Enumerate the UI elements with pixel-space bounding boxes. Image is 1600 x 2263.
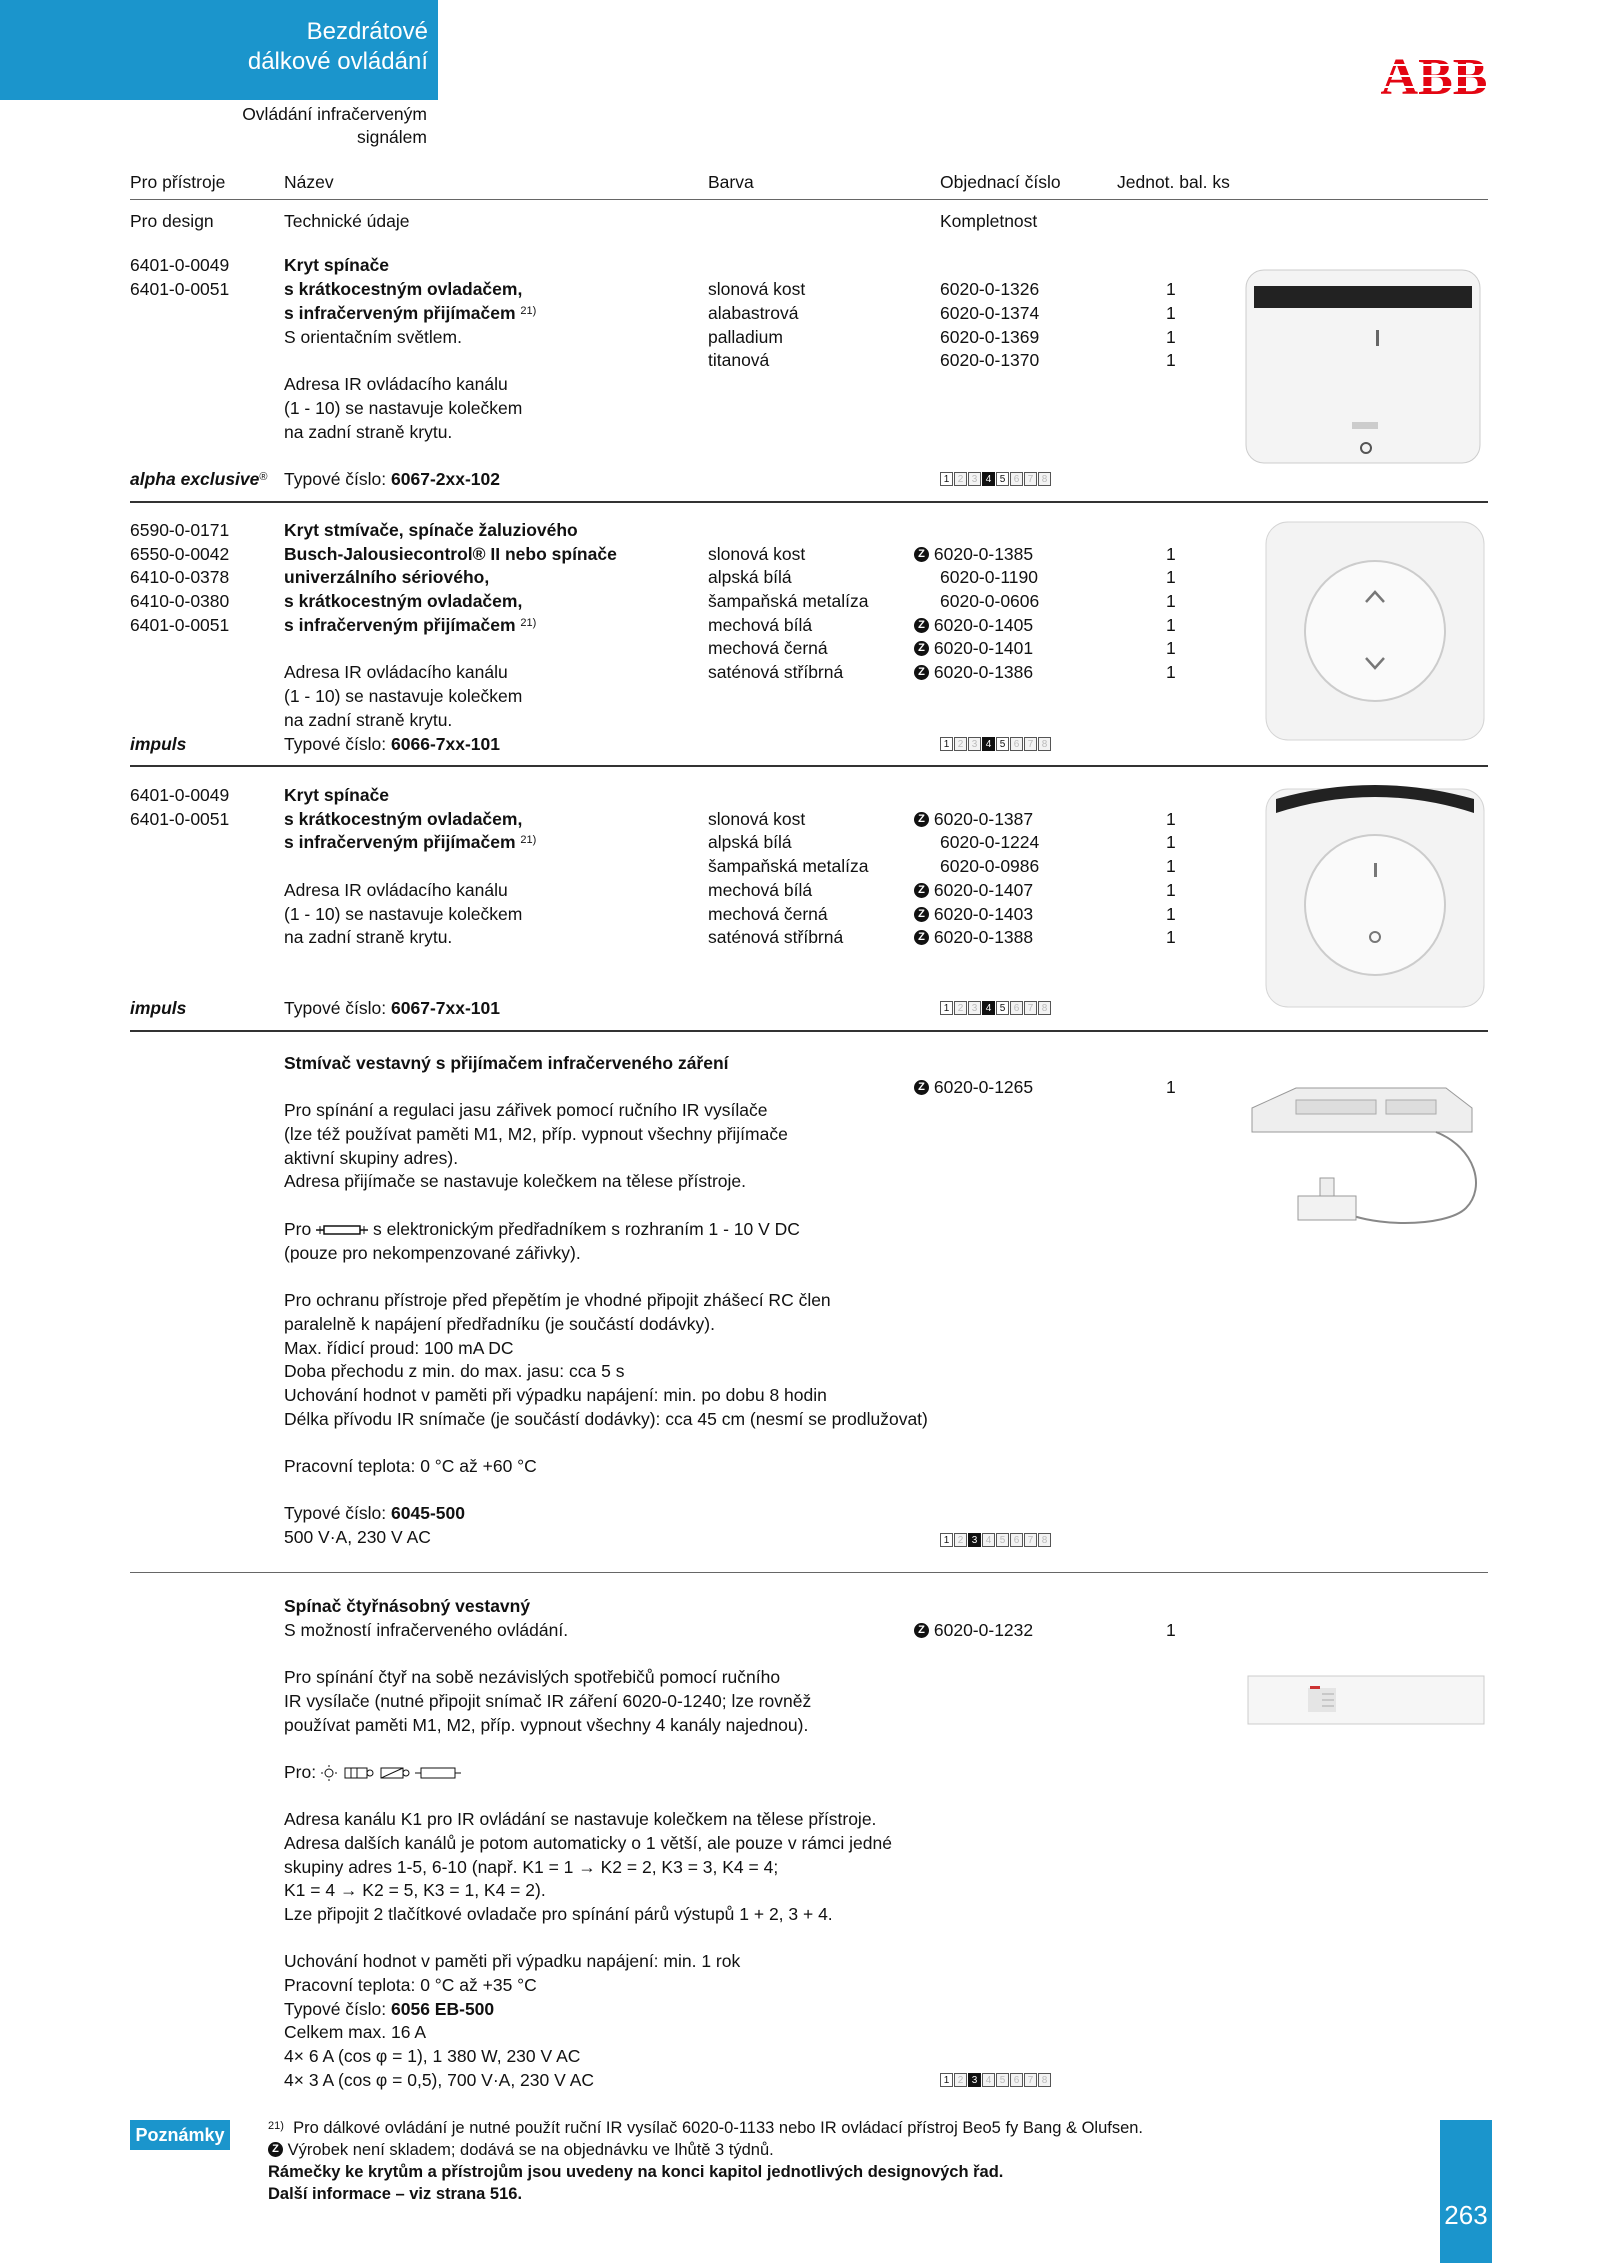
variant-color: šampaňská metalíza — [708, 591, 869, 611]
not-in-stock-icon: Z — [914, 665, 929, 680]
product-image-cover-switch — [1240, 264, 1486, 469]
variant-qty: 1 — [1166, 662, 1176, 682]
footnote-21: $^{21)}$ Pro dálkové ovládání je nutné použít ruční IR vysílač 6020-0-1133 nebo IR ovládací přístroj Beo5 fy Bang & Olufsen. — [268, 2119, 1144, 2137]
variant-code: 6020-0-1190 — [940, 567, 1038, 587]
variant-qty: 1 — [1166, 279, 1176, 299]
footnote-more-info: Další informace – viz strana 516. — [268, 2185, 523, 2203]
product-name: s krátkocestným ovladačem, — [284, 279, 523, 299]
product-desc: S orientačním světlem. — [284, 327, 462, 347]
variant-color: alpská bílá — [708, 567, 792, 587]
completeness-box: 3 — [968, 737, 981, 751]
product-name: Spínač čtyřnásobný vestavný — [284, 1596, 531, 1616]
notes-label: Poznámky — [130, 2120, 230, 2150]
variant-code: 6020-0-1326 — [940, 279, 1040, 299]
product-desc: 4× 3 A (cos φ = 0,5), 700 V·A, 230 V AC — [284, 2070, 595, 2090]
variant-color: saténová stříbrná — [708, 927, 844, 947]
variant-code: 6020-0-0606 — [940, 591, 1040, 611]
subsection-title — [0, 103, 427, 149]
product-desc: (1 - 10) se nastavuje kolečkem — [284, 398, 523, 418]
divider — [130, 199, 1488, 200]
design-series: impuls — [130, 998, 187, 1018]
product-desc: aktivní skupiny adres). — [284, 1148, 459, 1168]
completeness-box: 8 — [1038, 1533, 1051, 1547]
section-title-line1: Bezdrátové — [306, 18, 428, 45]
not-in-stock-icon: Z — [914, 812, 929, 827]
completeness-box: 7 — [1024, 1533, 1037, 1547]
product-desc: IR vysílače (nutné připojit snímač IR záření 6020-0-1240; lze rovněž — [284, 1691, 812, 1711]
product-desc: Pracovní teplota: 0 °C až +60 °C — [284, 1456, 537, 1476]
completeness-box: 1 — [940, 737, 953, 751]
subsection-title-line2: signálem — [356, 127, 427, 147]
completeness-box: 8 — [1038, 472, 1051, 486]
product-name: Kryt stmívače, spínače žaluziového — [284, 520, 578, 540]
variant-color: slonová kost — [708, 279, 806, 299]
completeness-box: 5 — [996, 737, 1009, 751]
product-desc: na zadní straně krytu. — [284, 422, 453, 442]
variant-code: 6020-0-1370 — [940, 350, 1040, 370]
not-in-stock-icon: Z — [914, 641, 929, 656]
type-number: Typové číslo: 6067-7xx-101 — [284, 998, 500, 1018]
footnote-frames: Rámečky ke krytům a přístrojům jsou uvedeny na konci kapitol jednotlivých designových řad. — [268, 2163, 1004, 2181]
device-code: 6410-0-0378 — [130, 567, 230, 587]
variant-code: Z 6020-0-1403 — [914, 903, 1033, 927]
completeness-indicator — [940, 1001, 1052, 1015]
variant-color: titanová — [708, 350, 770, 370]
load-types: Pro: — [284, 1761, 511, 1785]
product-desc: Max. řídicí proud: 100 mA DC — [284, 1338, 514, 1358]
col-devices: Pro přístroje — [130, 172, 226, 192]
product-desc: K1 = 4 → K2 = 5, K3 = 1, K4 = 2). — [284, 1880, 546, 1900]
variant-color: šampaňská metalíza — [708, 856, 869, 876]
completeness-indicator — [940, 1533, 1052, 1547]
completeness-box: 7 — [1024, 472, 1037, 486]
product-desc: Pro ochranu přístroje před přepětím je vhodné připojit zhášecí RC člen — [284, 1290, 831, 1310]
completeness-indicator — [940, 737, 1052, 751]
completeness-box: 6 — [1010, 472, 1023, 486]
product-desc: S možností infračerveného ovládání. — [284, 1620, 569, 1640]
variant-color: slonová kost — [708, 544, 806, 564]
variant-color: mechová černá — [708, 904, 828, 924]
product-desc: Uchování hodnot v paměti při výpadku napájení: min. po dobu 8 hodin — [284, 1385, 827, 1405]
product-name: Busch-Jalousiecontrol® II nebo spínače — [284, 544, 617, 564]
completeness-box: 2 — [954, 1533, 967, 1547]
completeness-box: 2 — [954, 2073, 967, 2087]
product-desc: používat paměti M1, M2, příp. vypnout všechny 4 kanály najednou). — [284, 1715, 809, 1735]
product-desc: (lze též používat paměti M1, M2, příp. vypnout všechny přijímače — [284, 1124, 788, 1144]
type-number: Typové číslo: 6066-7xx-101 — [284, 734, 500, 754]
completeness-box: 1 — [940, 472, 953, 486]
device-code: 6590-0-0171 — [130, 520, 230, 540]
product-desc: na zadní straně krytu. — [284, 710, 453, 730]
completeness-box: 2 — [954, 472, 967, 486]
product-name: univerzálního sériového, — [284, 567, 490, 587]
variant-color: alpská bílá — [708, 832, 792, 852]
completeness-box: 8 — [1038, 737, 1051, 751]
completeness-box: 6 — [1010, 2073, 1023, 2087]
variant-code: Z 6020-0-1405 — [914, 614, 1033, 638]
variant-code: 6020-0-1224 — [940, 832, 1040, 852]
completeness-box: 7 — [1024, 737, 1037, 751]
product-desc: Délka přívodu IR snímače (je součástí dodávky): cca 45 cm (nesmí se prodlužovat) — [284, 1409, 928, 1429]
completeness-box: 1 — [940, 2073, 953, 2087]
variant-color: mechová černá — [708, 638, 828, 658]
product-desc: Adresa kanálu K1 pro IR ovládání se nastavuje kolečkem na tělese přístroje. — [284, 1809, 877, 1829]
variant-code: Z 6020-0-1265 — [914, 1076, 1033, 1100]
product-desc: Adresa IR ovládacího kanálu — [284, 374, 508, 394]
divider — [130, 1030, 1488, 1032]
product-name: Kryt spínače — [284, 785, 390, 805]
product-desc: Pro s elektronickým předřadníkem s rozhraním 1 - 10 V DC — [284, 1219, 800, 1239]
variant-qty: 1 — [1166, 567, 1176, 587]
variant-code: Z 6020-0-1407 — [914, 879, 1033, 903]
type-number: Typové číslo: 6067-2xx-102 — [284, 469, 500, 489]
variant-color: saténová stříbrná — [708, 662, 844, 682]
svg-text:ABB: ABB — [1380, 50, 1488, 102]
completeness-box: 5 — [996, 2073, 1009, 2087]
completeness-box: 5 — [996, 472, 1009, 486]
variant-code: 6020-0-0986 — [940, 856, 1040, 876]
completeness-box: 8 — [1038, 1001, 1051, 1015]
col-tech-data: Technické údaje — [284, 211, 410, 231]
completeness-box: 2 — [954, 737, 967, 751]
col-pack-qty: Jednot. bal. ks — [1117, 172, 1230, 192]
completeness-box: 3 — [968, 1533, 981, 1547]
product-desc: paralelně k napájení předřadníku (je součástí dodávky). — [284, 1314, 715, 1334]
not-in-stock-icon: Z — [914, 547, 929, 562]
completeness-box: 5 — [996, 1001, 1009, 1015]
not-in-stock-icon: Z — [914, 1080, 929, 1095]
load-symbols-icon — [321, 1765, 511, 1781]
completeness-box: 6 — [1010, 1001, 1023, 1015]
variant-code: Z 6020-0-1232 — [914, 1619, 1033, 1643]
variant-qty: 1 — [1166, 880, 1176, 900]
col-order-code: Objednací číslo — [940, 172, 1061, 192]
product-desc: skupiny adres 1-5, 6-10 (např. K1 = 1 → K2 = 2, K3 = 3, K4 = 4; — [284, 1857, 779, 1877]
product-desc: Pro spínání a regulaci jasu zářivek pomocí ručního IR vysílače — [284, 1100, 768, 1120]
completeness-box: 1 — [940, 1533, 953, 1547]
product-name: Kryt spínače — [284, 255, 390, 275]
variant-qty: 1 — [1166, 544, 1176, 564]
not-in-stock-icon: Z — [914, 883, 929, 898]
variant-qty: 1 — [1166, 638, 1176, 658]
product-desc: Lze připojit 2 tlačítkové ovladače pro spínání párů výstupů 1 + 2, 3 + 4. — [284, 1904, 833, 1924]
footnotes — [268, 2117, 1143, 2205]
variant-qty: 1 — [1166, 1077, 1176, 1097]
type-number: Typové číslo: 6056 EB-500 — [284, 1999, 495, 2019]
product-name: s krátkocestným ovladačem, — [284, 809, 523, 829]
variant-qty: 1 — [1166, 303, 1176, 323]
product-desc: (1 - 10) se nastavuje kolečkem — [284, 904, 523, 924]
completeness-box: 3 — [968, 1001, 981, 1015]
completeness-box: 3 — [968, 472, 981, 486]
variant-qty: 1 — [1166, 1620, 1176, 1640]
not-in-stock-icon: Z — [268, 2142, 283, 2157]
divider — [130, 1572, 1488, 1573]
fluorescent-ballast-icon — [316, 1223, 368, 1237]
col-name: Název — [284, 172, 334, 192]
divider — [130, 501, 1488, 503]
variant-qty: 1 — [1166, 904, 1176, 924]
completeness-indicator — [940, 2073, 1052, 2087]
variant-color: palladium — [708, 327, 783, 347]
variant-qty: 1 — [1166, 327, 1176, 347]
variant-color: mechová bílá — [708, 615, 813, 635]
product-desc: Adresa dalších kanálů je potom automaticky o 1 větší, ale pouze v rámci jedné — [284, 1833, 892, 1853]
device-code: 6410-0-0380 — [130, 591, 230, 611]
device-code: 6401-0-0049 — [130, 255, 230, 275]
completeness-box: 2 — [954, 1001, 967, 1015]
product-image-dimmer-cover — [1262, 518, 1488, 744]
completeness-indicator — [940, 472, 1052, 486]
completeness-box: 7 — [1024, 2073, 1037, 2087]
product-desc: (pouze pro nekompenzované zářivky). — [284, 1243, 581, 1263]
col-design: Pro design — [130, 211, 214, 231]
product-desc: Celkem max. 16 A — [284, 2022, 426, 2042]
variant-qty: 1 — [1166, 615, 1176, 635]
product-desc: na zadní straně krytu. — [284, 927, 453, 947]
section-title-line2: dálkové ovládání — [247, 48, 428, 75]
product-desc: Pracovní teplota: 0 °C až +35 °C — [284, 1975, 537, 1995]
subsection-title-line1: Ovládání infračerveným — [242, 104, 427, 124]
variant-code: Z 6020-0-1386 — [914, 661, 1033, 685]
variant-code: Z 6020-0-1401 — [914, 637, 1033, 661]
variant-qty: 1 — [1166, 350, 1176, 370]
product-image-dimmer-module — [1236, 1078, 1488, 1238]
completeness-box: 5 — [996, 1533, 1009, 1547]
completeness-box: 4 — [982, 2073, 995, 2087]
product-desc: Pro spínání čtyř na sobě nezávislých spotřebičů pomocí ručního — [284, 1667, 781, 1687]
product-desc: 4× 6 A (cos φ = 1), 1 380 W, 230 V AC — [284, 2046, 581, 2066]
device-code: 6401-0-0049 — [130, 785, 230, 805]
completeness-box: 4 — [982, 1533, 995, 1547]
completeness-box: 7 — [1024, 1001, 1037, 1015]
device-code: 6550-0-0042 — [130, 544, 230, 564]
page-number: 263 — [1440, 2120, 1492, 2263]
completeness-box: 3 — [968, 2073, 981, 2087]
variant-code: 6020-0-1369 — [940, 327, 1040, 347]
product-name: s infračerveným přijímačem $^{21)}$ — [284, 615, 537, 635]
col-completeness: Kompletnost — [940, 211, 1038, 231]
variant-qty: 1 — [1166, 809, 1176, 829]
product-name: s infračerveným přijímačem $^{21)}$ — [284, 832, 537, 852]
product-name: Stmívač vestavný s přijímačem infračerveného záření — [284, 1053, 729, 1073]
not-in-stock-icon: Z — [914, 930, 929, 945]
design-series: alpha exclusive® — [130, 469, 268, 489]
completeness-box: 1 — [940, 1001, 953, 1015]
section-title-box — [0, 0, 438, 100]
completeness-box: 8 — [1038, 2073, 1051, 2087]
variant-color: alabastrová — [708, 303, 799, 323]
col-color: Barva — [708, 172, 754, 192]
product-name: s infračerveným přijímačem $^{21)}$ — [284, 303, 537, 323]
product-desc: Uchování hodnot v paměti při výpadku napájení: min. 1 rok — [284, 1951, 741, 1971]
completeness-box: 4 — [982, 472, 995, 486]
completeness-box: 6 — [1010, 1533, 1023, 1547]
product-name: s krátkocestným ovladačem, — [284, 591, 523, 611]
product-rating: 500 V·A, 230 V AC — [284, 1527, 431, 1547]
completeness-box: 4 — [982, 1001, 995, 1015]
variant-color: mechová bílá — [708, 880, 813, 900]
product-image-quad-switch — [1246, 1674, 1486, 1726]
not-in-stock-icon: Z — [914, 1623, 929, 1638]
variant-code: Z 6020-0-1387 — [914, 808, 1033, 832]
abb-logo — [1377, 50, 1492, 102]
variant-qty: 1 — [1166, 591, 1176, 611]
device-code: 6401-0-0051 — [130, 279, 230, 299]
variant-code: 6020-0-1374 — [940, 303, 1040, 323]
variant-code: Z 6020-0-1385 — [914, 543, 1033, 567]
variant-color: slonová kost — [708, 809, 806, 829]
variant-qty: 1 — [1166, 832, 1176, 852]
variant-qty: 1 — [1166, 856, 1176, 876]
product-image-switch-cover — [1262, 785, 1488, 1011]
footnote-z: Z Výrobek není skladem; dodává se na objednávku ve lhůtě 3 týdnů. — [268, 2139, 1143, 2161]
not-in-stock-icon: Z — [914, 907, 929, 922]
completeness-box: 4 — [982, 737, 995, 751]
product-desc: Adresa přijímače se nastavuje kolečkem na tělese přístroje. — [284, 1171, 747, 1191]
design-series: impuls — [130, 734, 187, 754]
variant-qty: 1 — [1166, 927, 1176, 947]
device-code: 6401-0-0051 — [130, 809, 230, 829]
not-in-stock-icon: Z — [914, 618, 929, 633]
variant-code: Z 6020-0-1388 — [914, 926, 1033, 950]
completeness-box: 6 — [1010, 737, 1023, 751]
product-desc: Adresa IR ovládacího kanálu — [284, 662, 508, 682]
device-code: 6401-0-0051 — [130, 615, 230, 635]
divider — [130, 765, 1488, 767]
product-desc: Doba přechodu z min. do max. jasu: cca 5 s — [284, 1361, 625, 1381]
product-desc: (1 - 10) se nastavuje kolečkem — [284, 686, 523, 706]
type-number: Typové číslo: 6045-500 — [284, 1503, 465, 1523]
product-desc: Adresa IR ovládacího kanálu — [284, 880, 508, 900]
